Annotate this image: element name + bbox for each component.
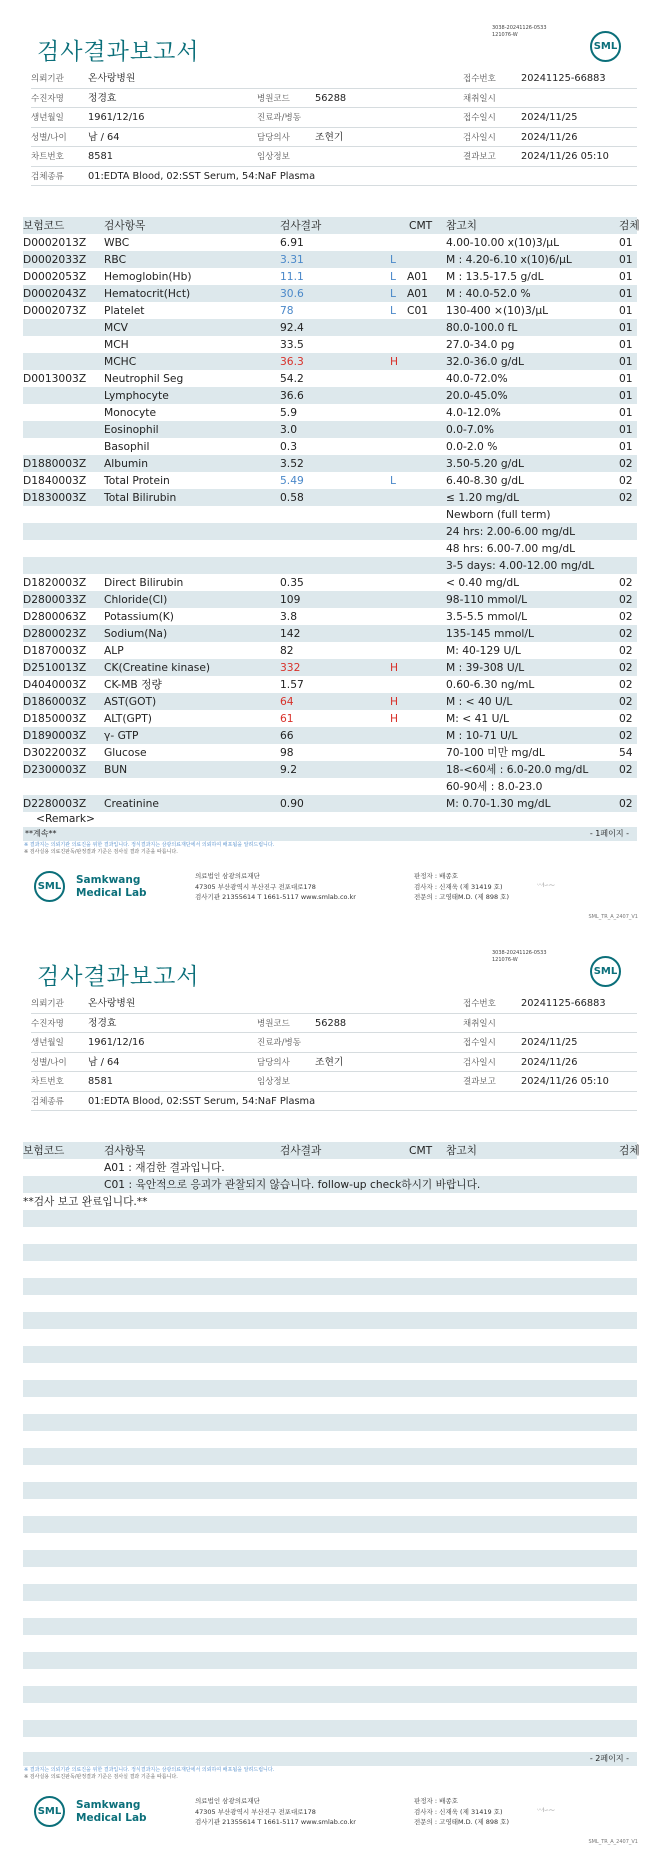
test-name: WBC xyxy=(104,236,130,249)
test-result: 36.3 xyxy=(280,355,304,368)
result-row xyxy=(23,353,637,370)
test-name: Glucose xyxy=(104,746,147,759)
result-flag: L xyxy=(390,253,396,266)
empty-row xyxy=(23,1516,637,1533)
reference-range: 3.5-5.5 mmol/L xyxy=(446,610,528,623)
result-row xyxy=(23,489,637,506)
empty-row xyxy=(23,1686,637,1703)
reference-range: 24 hrs: 2.00-6.00 mg/dL xyxy=(446,525,576,538)
insurance-code: D1850003Z xyxy=(23,712,87,725)
reference-range: 27.0-34.0 pg xyxy=(446,338,515,351)
document-id: 3038-20241126-0533 121076-W xyxy=(492,950,547,963)
remark-a01: A01 : 재검한 결과입니다. xyxy=(104,1161,225,1174)
test-name: Platelet xyxy=(104,304,145,317)
insurance-code: D0002073Z xyxy=(23,304,87,317)
test-name: Potassium(K) xyxy=(104,610,174,623)
specimen-code: 01 xyxy=(619,389,633,402)
reference-range: 40.0-72.0% xyxy=(446,372,508,385)
comment-code: C01 xyxy=(407,304,429,317)
empty-row xyxy=(23,1261,637,1278)
result-row xyxy=(23,251,637,268)
result-flag: L xyxy=(390,287,396,300)
insurance-code: D1870003Z xyxy=(23,644,87,657)
empty-row xyxy=(23,1601,637,1618)
result-row xyxy=(23,506,637,523)
report-complete: **검사 보고 완료입니다.** xyxy=(23,1195,148,1208)
reference-range: 18-<60세 : 6.0-20.0 mg/dL xyxy=(446,763,589,776)
reference-range: 0.60-6.30 ng/mL xyxy=(446,678,535,691)
insurance-code: D0002013Z xyxy=(23,236,87,249)
test-name: BUN xyxy=(104,763,128,776)
test-result: 82 xyxy=(280,644,294,657)
specimen-code: 02 xyxy=(619,729,633,742)
reference-range: Newborn (full term) xyxy=(446,508,551,521)
result-row xyxy=(23,778,637,795)
reference-range: 0.0-2.0 % xyxy=(446,440,498,453)
result-row xyxy=(23,591,637,608)
sml-logo: SML xyxy=(590,956,621,987)
result-row xyxy=(23,625,637,642)
insurance-code: D0013003Z xyxy=(23,372,87,385)
test-result: 0.35 xyxy=(280,576,304,589)
empty-row xyxy=(23,1618,637,1635)
result-row xyxy=(23,302,637,319)
insurance-code: D4040003Z xyxy=(23,678,87,691)
result-row xyxy=(23,727,637,744)
test-name: Basophil xyxy=(104,440,150,453)
reference-range: 70-100 미만 mg/dL xyxy=(446,746,545,759)
insurance-code: D1880003Z xyxy=(23,457,87,470)
reference-range: M : 13.5-17.5 g/dL xyxy=(446,270,544,283)
result-row xyxy=(23,319,637,336)
result-row xyxy=(23,761,637,778)
result-row xyxy=(23,370,637,387)
form-version: SML_TR_A_2407_V1 xyxy=(588,914,638,920)
empty-row xyxy=(23,1448,637,1465)
test-result: 3.31 xyxy=(280,253,304,266)
empty-row xyxy=(23,1720,637,1737)
reference-range: M : 39-308 U/L xyxy=(446,661,525,674)
result-row xyxy=(23,659,637,676)
insurance-code: D0002053Z xyxy=(23,270,87,283)
test-result: 64 xyxy=(280,695,294,708)
empty-row xyxy=(23,1533,637,1550)
test-result: 6.91 xyxy=(280,236,304,249)
insurance-code: D1840003Z xyxy=(23,474,87,487)
remark-label: <Remark> xyxy=(36,812,95,825)
signatories: 판정자 : 배종호 검사자 : 신재욱 (제 31419 호) 전문의 : 고영태M.D. (제 898 호) xyxy=(414,872,509,901)
result-row xyxy=(23,234,637,251)
form-version: SML_TR_A_2407_V1 xyxy=(588,1839,638,1845)
test-result: 30.6 xyxy=(280,287,304,300)
test-name: Albumin xyxy=(104,457,148,470)
result-row xyxy=(23,795,637,812)
reference-range: M: 40-129 U/L xyxy=(446,644,521,657)
notice-1: ※ 결과지는 의뢰기관 의료진을 위한 결과입니다. 정식결과지는 삼광의료재단에서 의뢰하여 배포됨을 알려드립니다. xyxy=(24,1767,275,1773)
test-result: 5.9 xyxy=(280,406,297,419)
empty-row xyxy=(23,1414,637,1431)
reference-range: 98-110 mmol/L xyxy=(446,593,528,606)
empty-row xyxy=(23,1465,637,1482)
specimen-code: 01 xyxy=(619,355,633,368)
reference-range: M : 40.0-52.0 % xyxy=(446,287,531,300)
result-row xyxy=(23,676,637,693)
signature-image: 〰⌇∽ ⁓ xyxy=(537,882,554,889)
result-flag: L xyxy=(390,270,396,283)
reference-range: 3-5 days: 4.00-12.00 mg/dL xyxy=(446,559,595,572)
comment-code: A01 xyxy=(407,270,428,283)
test-result: 98 xyxy=(280,746,294,759)
patient-info: 의뢰기관 온사랑병원 접수번호 20241125-66883 수진자명 정경효 병원코드 56288 채취일시 생년월일 1961/12/16 진료과/병동 접수일시 2024/11/25 성별/나이 남 / 64 담당의사 조현기 검사일시 2024/11/26 차트번호 8581 임상정보 결과보고 2024/11/26 05:10 검체종류 01:EDTA Blood, 02:SST Serum, 54:NaF Plasma xyxy=(31,994,637,1111)
specimen-code: 02 xyxy=(619,491,633,504)
specimen-code: 01 xyxy=(619,372,633,385)
reference-range: 48 hrs: 6.00-7.00 mg/dL xyxy=(446,542,576,555)
notice-1: ※ 결과지는 의뢰기관 의료진을 위한 결과입니다. 정식결과지는 삼광의료재단에서 의뢰하여 배포됨을 알려드립니다. xyxy=(24,842,275,848)
test-name: RBC xyxy=(104,253,127,266)
insurance-code: D1820003Z xyxy=(23,576,87,589)
specimen-code: 02 xyxy=(619,627,633,640)
result-row xyxy=(23,268,637,285)
reference-range: M : < 40 U/L xyxy=(446,695,513,708)
result-row xyxy=(23,285,637,302)
empty-row xyxy=(23,1346,637,1363)
specimen-code: 01 xyxy=(619,236,633,249)
empty-row xyxy=(23,1431,637,1448)
empty-row xyxy=(23,1635,637,1652)
table-header: 보험코드 검사항목 검사결과 CMT 참고치 검체 xyxy=(23,219,640,232)
reference-range: 32.0-36.0 g/dL xyxy=(446,355,524,368)
result-row xyxy=(23,744,637,761)
empty-row xyxy=(23,1669,637,1686)
test-result: 1.57 xyxy=(280,678,304,691)
test-result: 3.8 xyxy=(280,610,297,623)
result-row xyxy=(23,387,637,404)
empty-row xyxy=(23,1567,637,1584)
test-name: Creatinine xyxy=(104,797,159,810)
insurance-code: D0002033Z xyxy=(23,253,87,266)
test-name: Total Bilirubin xyxy=(104,491,177,504)
insurance-code: D2800063Z xyxy=(23,610,87,623)
test-result: 3.52 xyxy=(280,457,304,470)
result-flag: L xyxy=(390,474,396,487)
test-name: MCHC xyxy=(104,355,137,368)
specimen-code: 02 xyxy=(619,797,633,810)
page-footer-bar: **계속** - 1페이지 - xyxy=(23,827,637,841)
test-result: 0.58 xyxy=(280,491,304,504)
specimen-code: 01 xyxy=(619,406,633,419)
insurance-code: D1890003Z xyxy=(23,729,87,742)
lab-address: 의료법인 삼광의료재단 47305 부산광역시 부산진구 전포대로178 검사기관 21355614 T 1661-5117 www.smlab.co.kr xyxy=(195,1797,356,1826)
test-name: Total Protein xyxy=(104,474,170,487)
report-title: 검사결과보고서 xyxy=(37,39,200,65)
lab-name: Samkwang Medical Lab xyxy=(76,1799,147,1824)
test-result: 0.90 xyxy=(280,797,304,810)
specimen-code: 02 xyxy=(619,661,633,674)
result-row xyxy=(23,523,637,540)
test-name: Eosinophil xyxy=(104,423,159,436)
specimen-code: 02 xyxy=(619,576,633,589)
result-row xyxy=(23,404,637,421)
test-name: Direct Bilirubin xyxy=(104,576,184,589)
reference-range: M : 10-71 U/L xyxy=(446,729,518,742)
reference-range: 135-145 mmol/L xyxy=(446,627,534,640)
reference-range: 60-90세 : 8.0-23.0 xyxy=(446,780,543,793)
empty-row xyxy=(23,1278,637,1295)
specimen-code: 02 xyxy=(619,695,633,708)
lab-address: 의료법인 삼광의료재단 47305 부산광역시 부산진구 전포대로178 검사기관 21355614 T 1661-5117 www.smlab.co.kr xyxy=(195,872,356,901)
reference-range: 80.0-100.0 fL xyxy=(446,321,518,334)
reference-range: 4.0-12.0% xyxy=(446,406,501,419)
insurance-code: D2280003Z xyxy=(23,797,87,810)
result-row xyxy=(23,608,637,625)
reference-range: 130-400 ×(10)3/μL xyxy=(446,304,549,317)
result-row xyxy=(23,557,637,574)
test-result: 109 xyxy=(280,593,301,606)
empty-row xyxy=(23,1210,637,1227)
test-result: 36.6 xyxy=(280,389,304,402)
result-row xyxy=(23,421,637,438)
lab-name: Samkwang Medical Lab xyxy=(76,874,147,899)
test-name: MCH xyxy=(104,338,129,351)
test-result: 54.2 xyxy=(280,372,304,385)
test-result: 5.49 xyxy=(280,474,304,487)
specimen-code: 02 xyxy=(619,712,633,725)
reference-range: 20.0-45.0% xyxy=(446,389,508,402)
specimen-code: 01 xyxy=(619,338,633,351)
empty-row xyxy=(23,1227,637,1244)
insurance-code: D1860003Z xyxy=(23,695,87,708)
test-name: Monocyte xyxy=(104,406,157,419)
specimen-code: 01 xyxy=(619,253,633,266)
reference-range: < 0.40 mg/dL xyxy=(446,576,520,589)
report-page-2 xyxy=(0,925,655,1850)
table-header: 보험코드 검사항목 검사결과 CMT 참고치 검체 xyxy=(23,1144,640,1157)
result-row xyxy=(23,710,637,727)
result-row xyxy=(23,642,637,659)
specimen-code: 02 xyxy=(619,457,633,470)
specimen-code: 01 xyxy=(619,270,633,283)
result-flag: H xyxy=(390,661,399,674)
insurance-code: D2300003Z xyxy=(23,763,87,776)
specimen-code: 01 xyxy=(619,440,633,453)
test-name: Chloride(Cl) xyxy=(104,593,168,606)
specimen-code: 01 xyxy=(619,423,633,436)
specimen-code: 01 xyxy=(619,304,633,317)
empty-row xyxy=(23,1295,637,1312)
empty-row xyxy=(23,1363,637,1380)
result-row xyxy=(23,455,637,472)
insurance-code: D2510013Z xyxy=(23,661,87,674)
test-result: 33.5 xyxy=(280,338,304,351)
report-title: 검사결과보고서 xyxy=(37,964,200,990)
sml-footer-logo: SML xyxy=(34,871,65,902)
notice-2: ※ 검사실용 의료진판독/판정결과 기준은 검사실 결과 기준을 따릅니다. xyxy=(24,849,178,855)
insurance-code: D2800023Z xyxy=(23,627,87,640)
reference-range: M: < 41 U/L xyxy=(446,712,509,725)
result-row xyxy=(23,472,637,489)
test-result: 78 xyxy=(280,304,294,317)
comment-code: A01 xyxy=(407,287,428,300)
reference-range: ≤ 1.20 mg/dL xyxy=(446,491,520,504)
result-flag: H xyxy=(390,712,399,725)
test-name: MCV xyxy=(104,321,128,334)
result-flag: H xyxy=(390,355,399,368)
empty-row xyxy=(23,1550,637,1567)
test-result: 9.2 xyxy=(280,763,297,776)
notice-2: ※ 검사실용 의료진판독/판정결과 기준은 검사실 결과 기준을 따릅니다. xyxy=(24,1774,178,1780)
insurance-code: D0002043Z xyxy=(23,287,87,300)
specimen-code: 02 xyxy=(619,474,633,487)
empty-row xyxy=(23,1703,637,1720)
test-name: ALP xyxy=(104,644,124,657)
result-row xyxy=(23,693,637,710)
signatories: 판정자 : 배종호 검사자 : 신재욱 (제 31419 호) 전문의 : 고영태M.D. (제 898 호) xyxy=(414,1797,509,1826)
empty-row xyxy=(23,1482,637,1499)
result-flag: H xyxy=(390,695,399,708)
reference-range: 0.0-7.0% xyxy=(446,423,495,436)
test-result: 332 xyxy=(280,661,301,674)
specimen-code: 02 xyxy=(619,678,633,691)
test-name: γ- GTP xyxy=(104,729,139,742)
test-name: Neutrophil Seg xyxy=(104,372,184,385)
test-name: AST(GOT) xyxy=(104,695,157,708)
empty-row xyxy=(23,1329,637,1346)
sml-logo: SML xyxy=(590,31,621,62)
test-result: 11.1 xyxy=(280,270,304,283)
reference-range: 3.50-5.20 g/dL xyxy=(446,457,524,470)
test-name: CK(Creatine kinase) xyxy=(104,661,211,674)
test-result: 3.0 xyxy=(280,423,297,436)
document-id: 3038-20241126-0533 121076-W xyxy=(492,25,547,38)
insurance-code: D3022003Z xyxy=(23,746,87,759)
empty-row xyxy=(23,1397,637,1414)
test-result: 66 xyxy=(280,729,294,742)
test-result: 142 xyxy=(280,627,301,640)
empty-row xyxy=(23,1312,637,1329)
test-name: Lymphocyte xyxy=(104,389,169,402)
insurance-code: D1830003Z xyxy=(23,491,87,504)
remarks-table xyxy=(23,1142,640,1754)
result-flag: L xyxy=(390,304,396,317)
test-name: Sodium(Na) xyxy=(104,627,168,640)
reference-range: M: 0.70-1.30 mg/dL xyxy=(446,797,551,810)
sml-footer-logo: SML xyxy=(34,1796,65,1827)
remark-c01: C01 : 육안적으로 응괴가 관찰되지 않습니다. follow-up check하시기 바랍니다. xyxy=(23,1176,637,1193)
specimen-code: 02 xyxy=(619,644,633,657)
result-row xyxy=(23,336,637,353)
result-row xyxy=(23,438,637,455)
insurance-code: D2800033Z xyxy=(23,593,87,606)
specimen-code: 54 xyxy=(619,746,633,759)
test-name: ALT(GPT) xyxy=(104,712,152,725)
empty-row xyxy=(23,1584,637,1601)
test-result: 92.4 xyxy=(280,321,304,334)
specimen-code: 02 xyxy=(619,610,633,623)
empty-row xyxy=(23,1652,637,1669)
test-result: 61 xyxy=(280,712,294,725)
results-table xyxy=(23,217,640,812)
result-row xyxy=(23,540,637,557)
empty-row xyxy=(23,1499,637,1516)
test-name: Hemoglobin(Hb) xyxy=(104,270,192,283)
specimen-code: 02 xyxy=(619,593,633,606)
test-name: CK-MB 정량 xyxy=(104,678,162,691)
specimen-code: 01 xyxy=(619,321,633,334)
empty-row xyxy=(23,1244,637,1261)
patient-info: 의뢰기관 온사랑병원 접수번호 20241125-66883 수진자명 정경효 병원코드 56288 채취일시 생년월일 1961/12/16 진료과/병동 접수일시 2024/11/25 성별/나이 남 / 64 담당의사 조현기 검사일시 2024/11/26 차트번호 8581 임상정보 결과보고 2024/11/26 05:10 검체종류 01:EDTA Blood, 02:SST Serum, 54:NaF Plasma xyxy=(31,69,637,186)
reference-range: 4.00-10.00 x(10)3/μL xyxy=(446,236,560,249)
specimen-code: 01 xyxy=(619,287,633,300)
test-name: Hematocrit(Hct) xyxy=(104,287,191,300)
reference-range: 6.40-8.30 g/dL xyxy=(446,474,524,487)
empty-row xyxy=(23,1380,637,1397)
page-footer-bar: - 2페이지 - xyxy=(23,1752,637,1766)
result-row xyxy=(23,574,637,591)
signature-image: 〰⌇∽ ⁓ xyxy=(537,1807,554,1814)
reference-range: M : 4.20-6.10 x(10)6/μL xyxy=(446,253,572,266)
specimen-code: 02 xyxy=(619,763,633,776)
test-result: 0.3 xyxy=(280,440,297,453)
